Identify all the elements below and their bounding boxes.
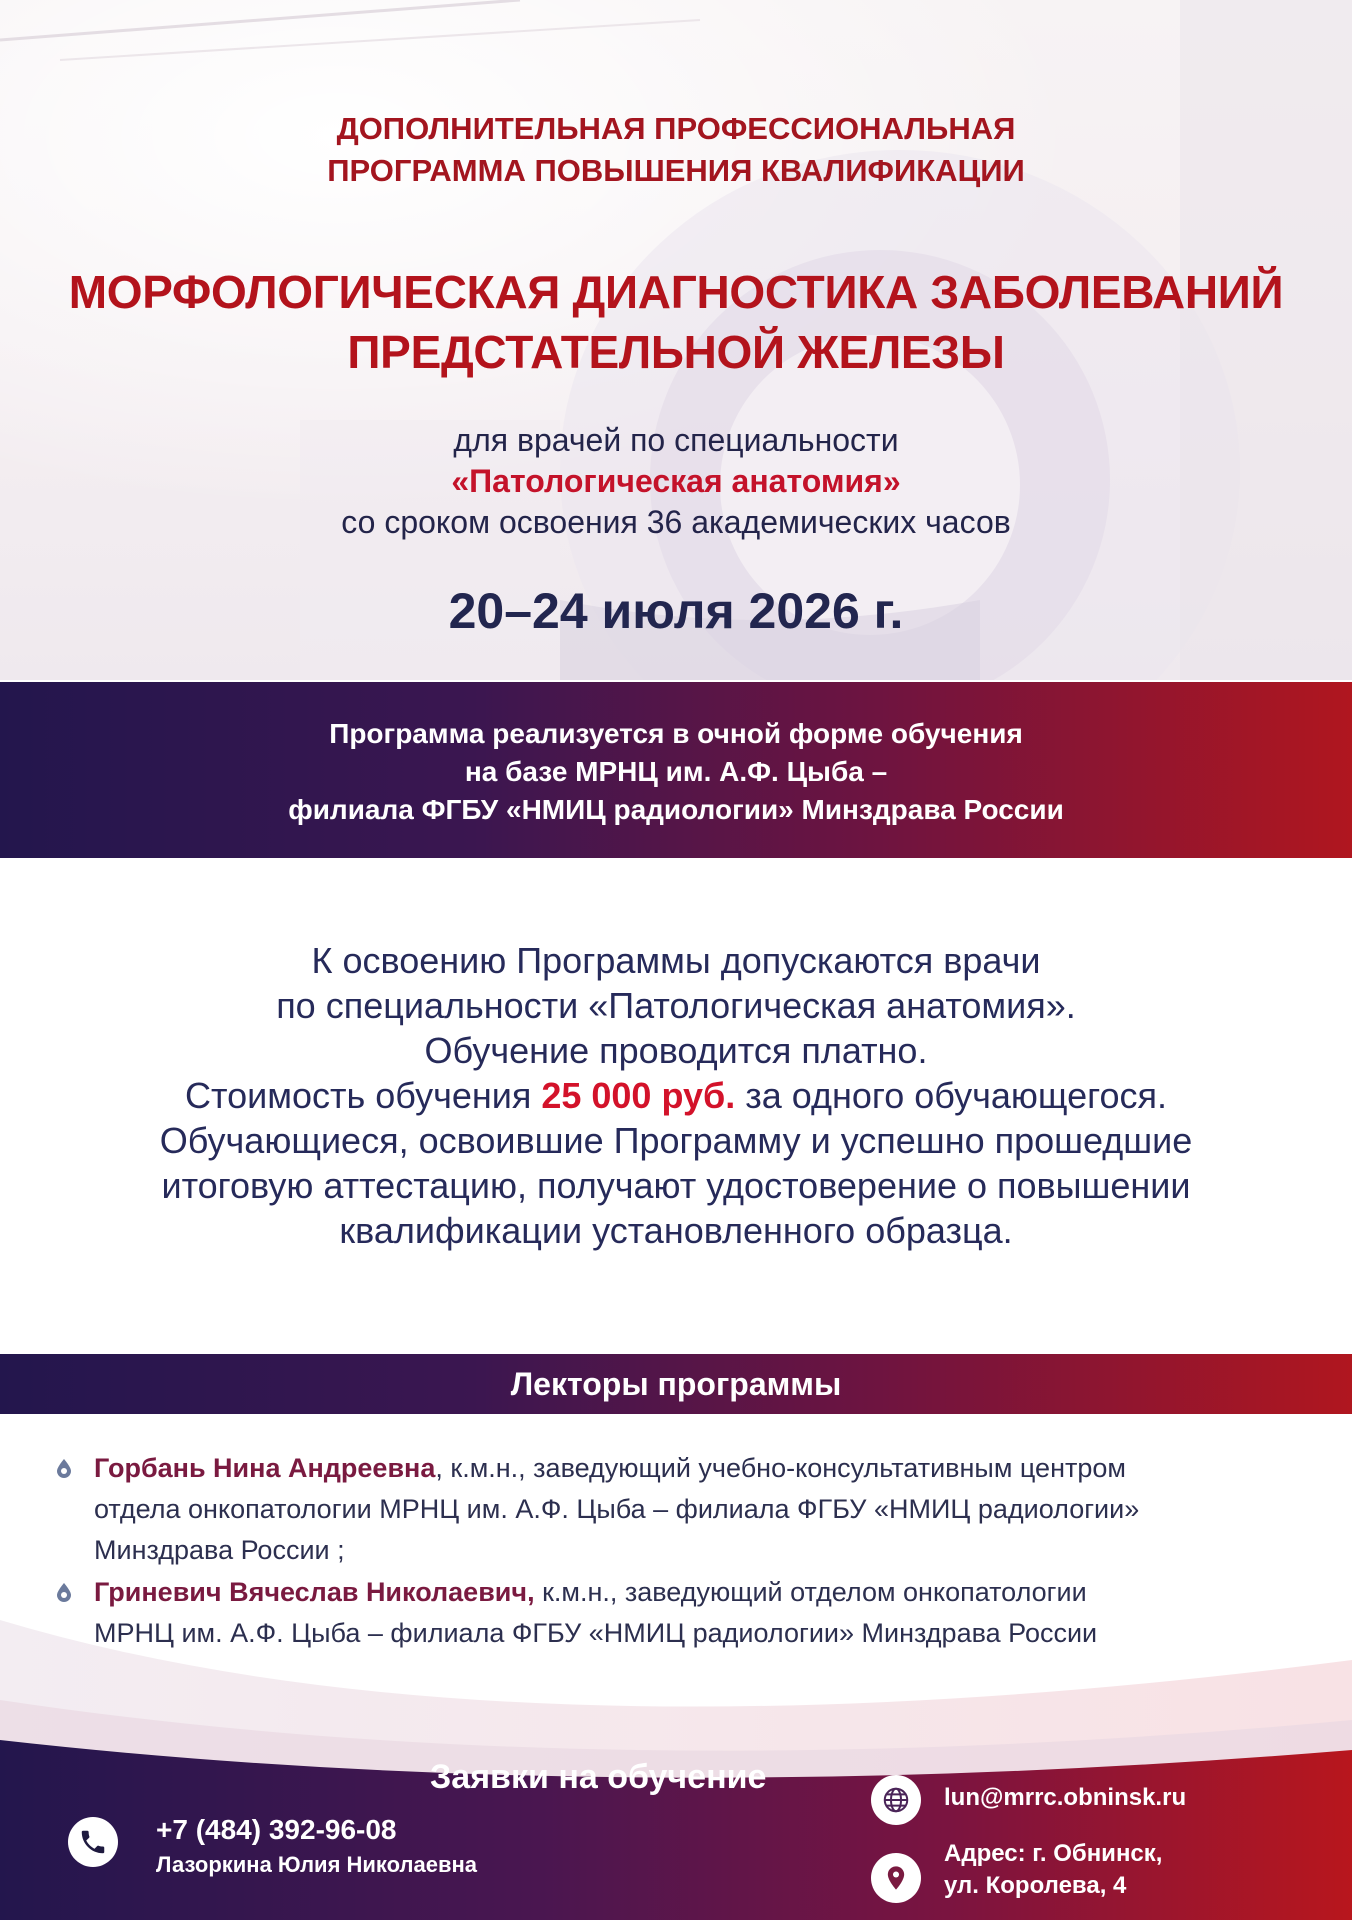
lecturer-details: Минздрава России ; — [94, 1535, 345, 1565]
duration-text: со сроком освоения 36 академических часов — [341, 504, 1011, 540]
cost-suffix: за одного обучающегося. — [735, 1075, 1167, 1116]
hero-section — [0, 0, 1352, 680]
info-line: Обучение проводится платно. — [424, 1030, 928, 1071]
lecturers-banner — [0, 1354, 1352, 1414]
info-line: по специальности «Патологическая анатомия». — [276, 985, 1076, 1026]
format-line: на базе МРНЦ им. А.Ф. Цыба – — [464, 756, 888, 787]
apply-title: Заявки на обучение — [430, 1758, 767, 1796]
lecturer-name: Горбань Нина Андреевна — [94, 1453, 436, 1483]
contact-address — [944, 1838, 1162, 1902]
address-line: ул. Королева, 4 — [944, 1872, 1127, 1899]
info-line: Обучающиеся, освоившие Программу и успешно прошедшие — [159, 1120, 1193, 1161]
course-title-line: МОРФОЛОГИЧЕСКАЯ ДИАГНОСТИКА ЗАБОЛЕВАНИЙ — [68, 266, 1284, 318]
lecturer-name: Гриневич Вячеслав Николаевич, — [94, 1577, 535, 1607]
lecturer-details: МРНЦ им. А.Ф. Цыба – филиала ФГБУ «НМИЦ радиологии» Минздрава России — [94, 1618, 1098, 1648]
for-doctors-text: для врачей по специальности — [453, 422, 899, 458]
lecturer-details: , к.м.н., заведующий учебно-консультативным центром — [435, 1453, 1126, 1483]
lecturer-item — [56, 1572, 1316, 1654]
phone-icon — [68, 1817, 118, 1867]
contact-phone[interactable]: +7 (484) 392-96-08 — [156, 1814, 397, 1845]
info-line: итоговую аттестацию, получают удостоверение о повышении — [161, 1165, 1191, 1206]
program-type-line: ДОПОЛНИТЕЛЬНАЯ ПРОФЕССИОНАЛЬНАЯ — [336, 111, 1016, 146]
format-line: филиала ФГБУ «НМИЦ радиологии» Минздрава России — [288, 794, 1064, 825]
specialty-text: «Патологическая анатомия» — [451, 463, 901, 499]
map-pin-icon — [871, 1853, 921, 1903]
address-line: Адрес: г. Обнинск, — [944, 1840, 1163, 1867]
lecturer-line — [94, 1572, 1316, 1613]
contact-email[interactable]: lun@mrrc.obninsk.ru — [944, 1784, 1187, 1811]
globe-icon — [871, 1775, 921, 1825]
format-line: Программа реализуется в очной форме обучения — [329, 718, 1023, 749]
lecturers-title: Лекторы программы — [510, 1366, 842, 1402]
cost-value: 25 000 руб. — [541, 1075, 736, 1116]
cost-prefix: Стоимость обучения — [185, 1075, 542, 1116]
lecturer-details: отдела онкопатологии МРНЦ им. А.Ф. Цыба – филиала ФГБУ «НМИЦ радиологии» — [94, 1494, 1140, 1524]
program-info — [0, 938, 1352, 1253]
drop-bullet-icon — [56, 1458, 72, 1478]
lecturer-item — [56, 1448, 1316, 1571]
info-line: квалификации установленного образца. — [339, 1210, 1013, 1251]
course-title-line: ПРЕДСТАТЕЛЬНОЙ ЖЕЛЕЗЫ — [347, 326, 1005, 378]
cost-line — [0, 1073, 1352, 1118]
lecturers-list — [56, 1448, 1316, 1655]
contact-person: Лазоркина Юлия Николаевна — [156, 1852, 478, 1877]
lecturer-details: к.м.н., заведующий отделом онкопатологии — [534, 1577, 1087, 1607]
lecturer-line — [94, 1448, 1316, 1489]
drop-bullet-icon — [56, 1582, 72, 1602]
target-audience — [0, 420, 1352, 543]
program-type — [0, 108, 1352, 192]
course-title — [0, 262, 1352, 382]
format-banner — [0, 682, 1352, 858]
info-line: К освоению Программы допускаются врачи — [311, 940, 1041, 981]
program-type-line: ПРОГРАММА ПОВЫШЕНИЯ КВАЛИФИКАЦИИ — [327, 153, 1025, 188]
course-dates: 20–24 июля 2026 г. — [448, 583, 904, 639]
